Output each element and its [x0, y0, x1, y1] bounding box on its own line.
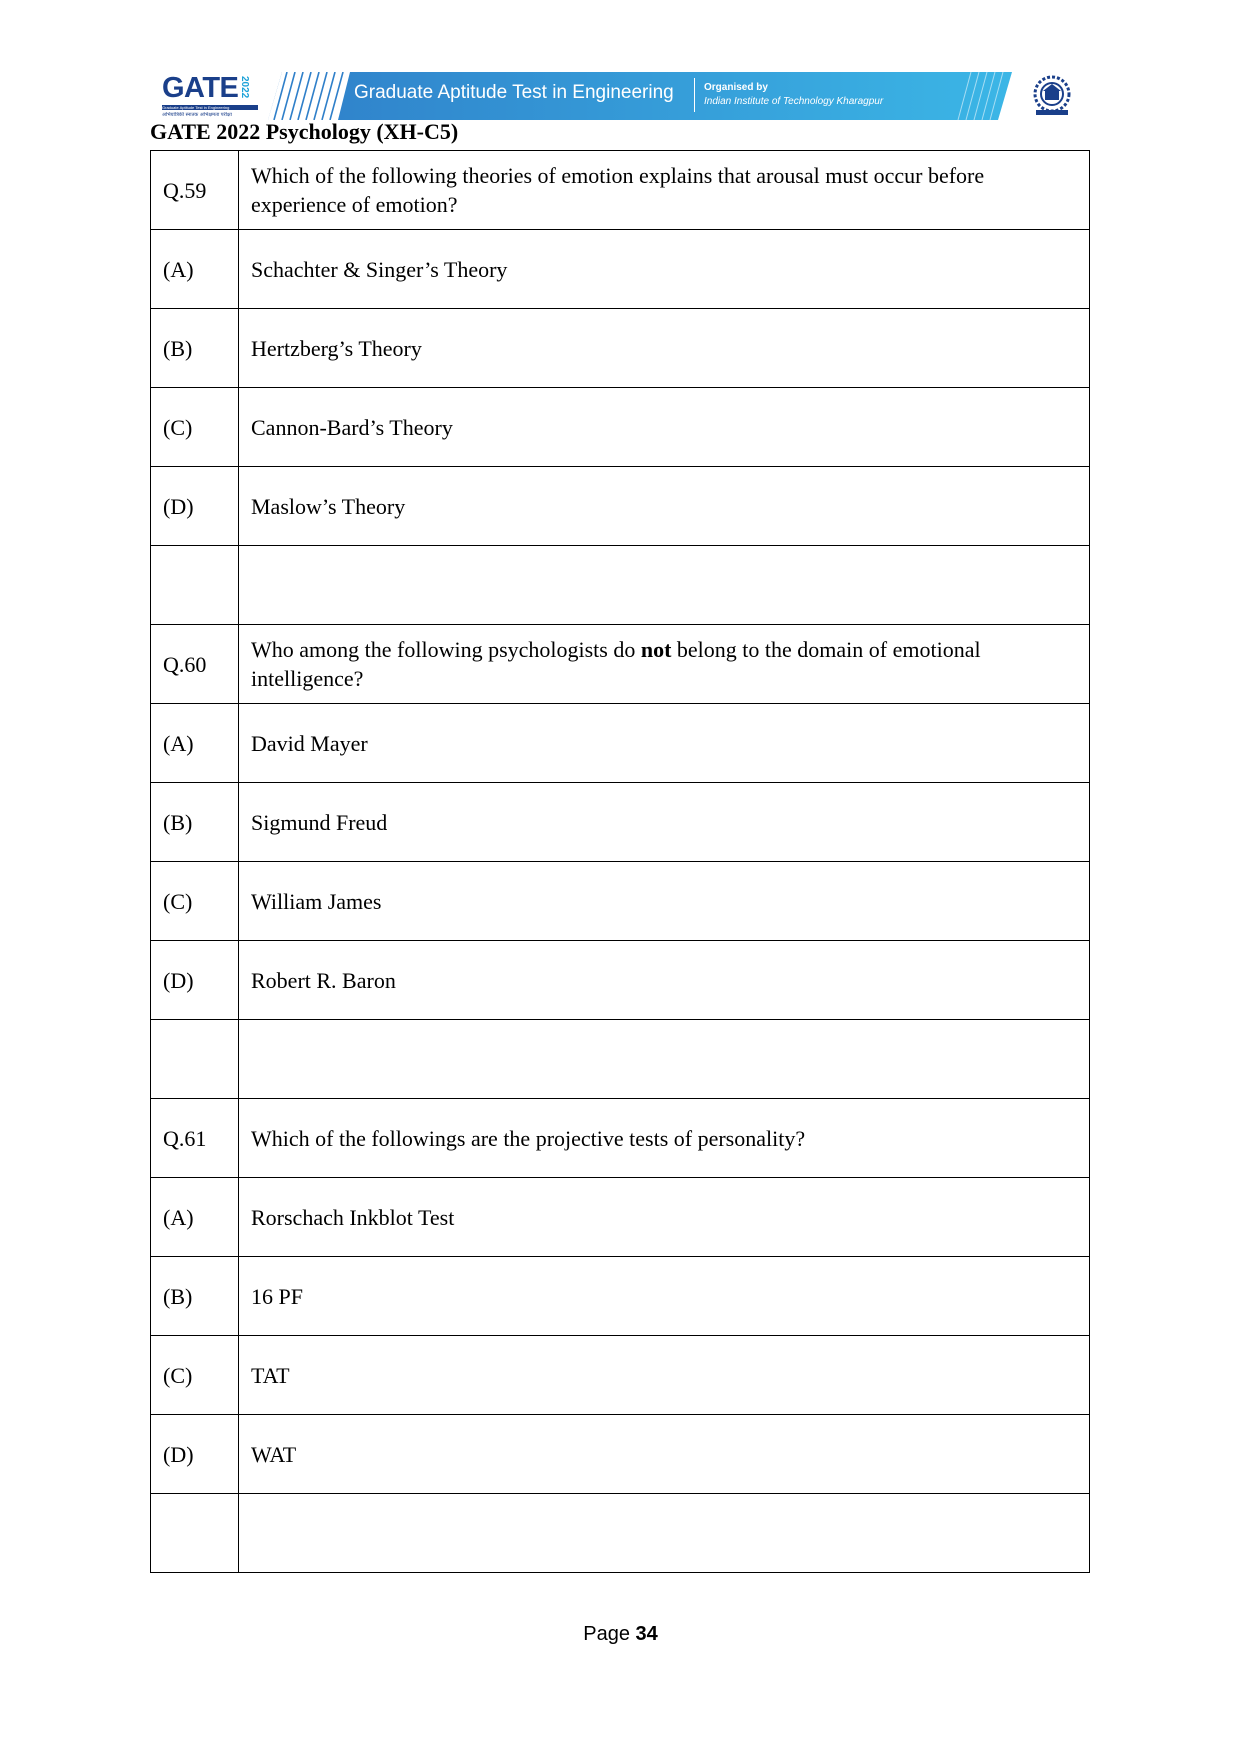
question-row [151, 625, 1090, 704]
banner-title: Graduate Aptitude Test in Engineering [354, 82, 674, 103]
organiser-name: Indian Institute of Technology Kharagpur [704, 96, 884, 107]
blank-cell [239, 546, 1090, 625]
gate-logo-subtitle: Graduate Aptitude Test in Engineering [162, 105, 258, 110]
question-text [239, 1099, 1090, 1178]
option-text: David Mayer [239, 704, 1090, 783]
option-row [151, 1178, 1090, 1257]
blank-cell [151, 546, 239, 625]
option-text: Sigmund Freud [239, 783, 1090, 862]
option-text: Maslow’s Theory [239, 467, 1090, 546]
option-label: (D) [151, 1415, 239, 1494]
option-text: Rorschach Inkblot Test [239, 1178, 1090, 1257]
question-text-part: belong to the domain of emotional intelligence? [251, 637, 981, 691]
question-number: Q.61 [151, 1099, 239, 1178]
question-row [151, 151, 1090, 230]
option-label: (B) [151, 309, 239, 388]
question-number: Q.60 [151, 625, 239, 704]
option-label: (A) [151, 704, 239, 783]
blank-cell [151, 1020, 239, 1099]
page-number: 34 [635, 1623, 658, 1645]
question-table [150, 150, 1090, 1573]
iit-kharagpur-emblem-icon [1030, 74, 1074, 118]
option-row [151, 1336, 1090, 1415]
option-text: 16 PF [239, 1257, 1090, 1336]
option-label: (B) [151, 783, 239, 862]
header-banner [268, 72, 1012, 120]
option-row [151, 230, 1090, 309]
option-label: (C) [151, 388, 239, 467]
option-label: (D) [151, 941, 239, 1020]
question-text [239, 625, 1090, 704]
banner-divider [694, 78, 695, 112]
question-text [239, 151, 1090, 230]
option-label: (D) [151, 467, 239, 546]
option-text: WAT [239, 1415, 1090, 1494]
question-text-part: Which of the following theories of emotion explains that arousal must occur before experience of emotion? [251, 163, 985, 217]
question-text-part: Who among the following psychologists do [251, 637, 641, 662]
option-text: Robert R. Baron [239, 941, 1090, 1020]
option-label: (A) [151, 1178, 239, 1257]
option-row [151, 862, 1090, 941]
option-row [151, 783, 1090, 862]
option-label: (C) [151, 1336, 239, 1415]
blank-row [151, 1494, 1090, 1573]
option-row [151, 941, 1090, 1020]
option-row [151, 309, 1090, 388]
option-text: Schachter & Singer’s Theory [239, 230, 1090, 309]
option-text: Cannon-Bard’s Theory [239, 388, 1090, 467]
option-row [151, 704, 1090, 783]
document-title: GATE 2022 Psychology (XH-C5) [150, 119, 459, 144]
option-row [151, 388, 1090, 467]
blank-row [151, 1020, 1090, 1099]
option-label: (C) [151, 862, 239, 941]
page-footer [0, 1623, 1241, 1646]
option-label: (A) [151, 230, 239, 309]
blank-cell [239, 1020, 1090, 1099]
question-row [151, 1099, 1090, 1178]
organised-by-label: Organised by [704, 82, 768, 93]
option-row [151, 467, 1090, 546]
question-number: Q.59 [151, 151, 239, 230]
option-text: TAT [239, 1336, 1090, 1415]
question-text-emphasis: not [640, 637, 672, 662]
gate-logo-text: GATE [162, 72, 239, 104]
option-row [151, 1415, 1090, 1494]
gate-logo-hindi: अभियांत्रिकी स्नातक अभिक्षमता परीक्षा [162, 112, 232, 118]
gate-logo-year: 2022 [239, 76, 250, 99]
gate-logo [162, 74, 260, 120]
blank-row [151, 546, 1090, 625]
option-text: Hertzberg’s Theory [239, 309, 1090, 388]
page-header [150, 66, 1080, 122]
option-row [151, 1257, 1090, 1336]
blank-cell [239, 1494, 1090, 1573]
option-label: (B) [151, 1257, 239, 1336]
question-text-part: Which of the followings are the projective tests of personality? [251, 1125, 806, 1151]
blank-cell [151, 1494, 239, 1573]
page-label: Page [583, 1623, 630, 1645]
option-text: William James [239, 862, 1090, 941]
